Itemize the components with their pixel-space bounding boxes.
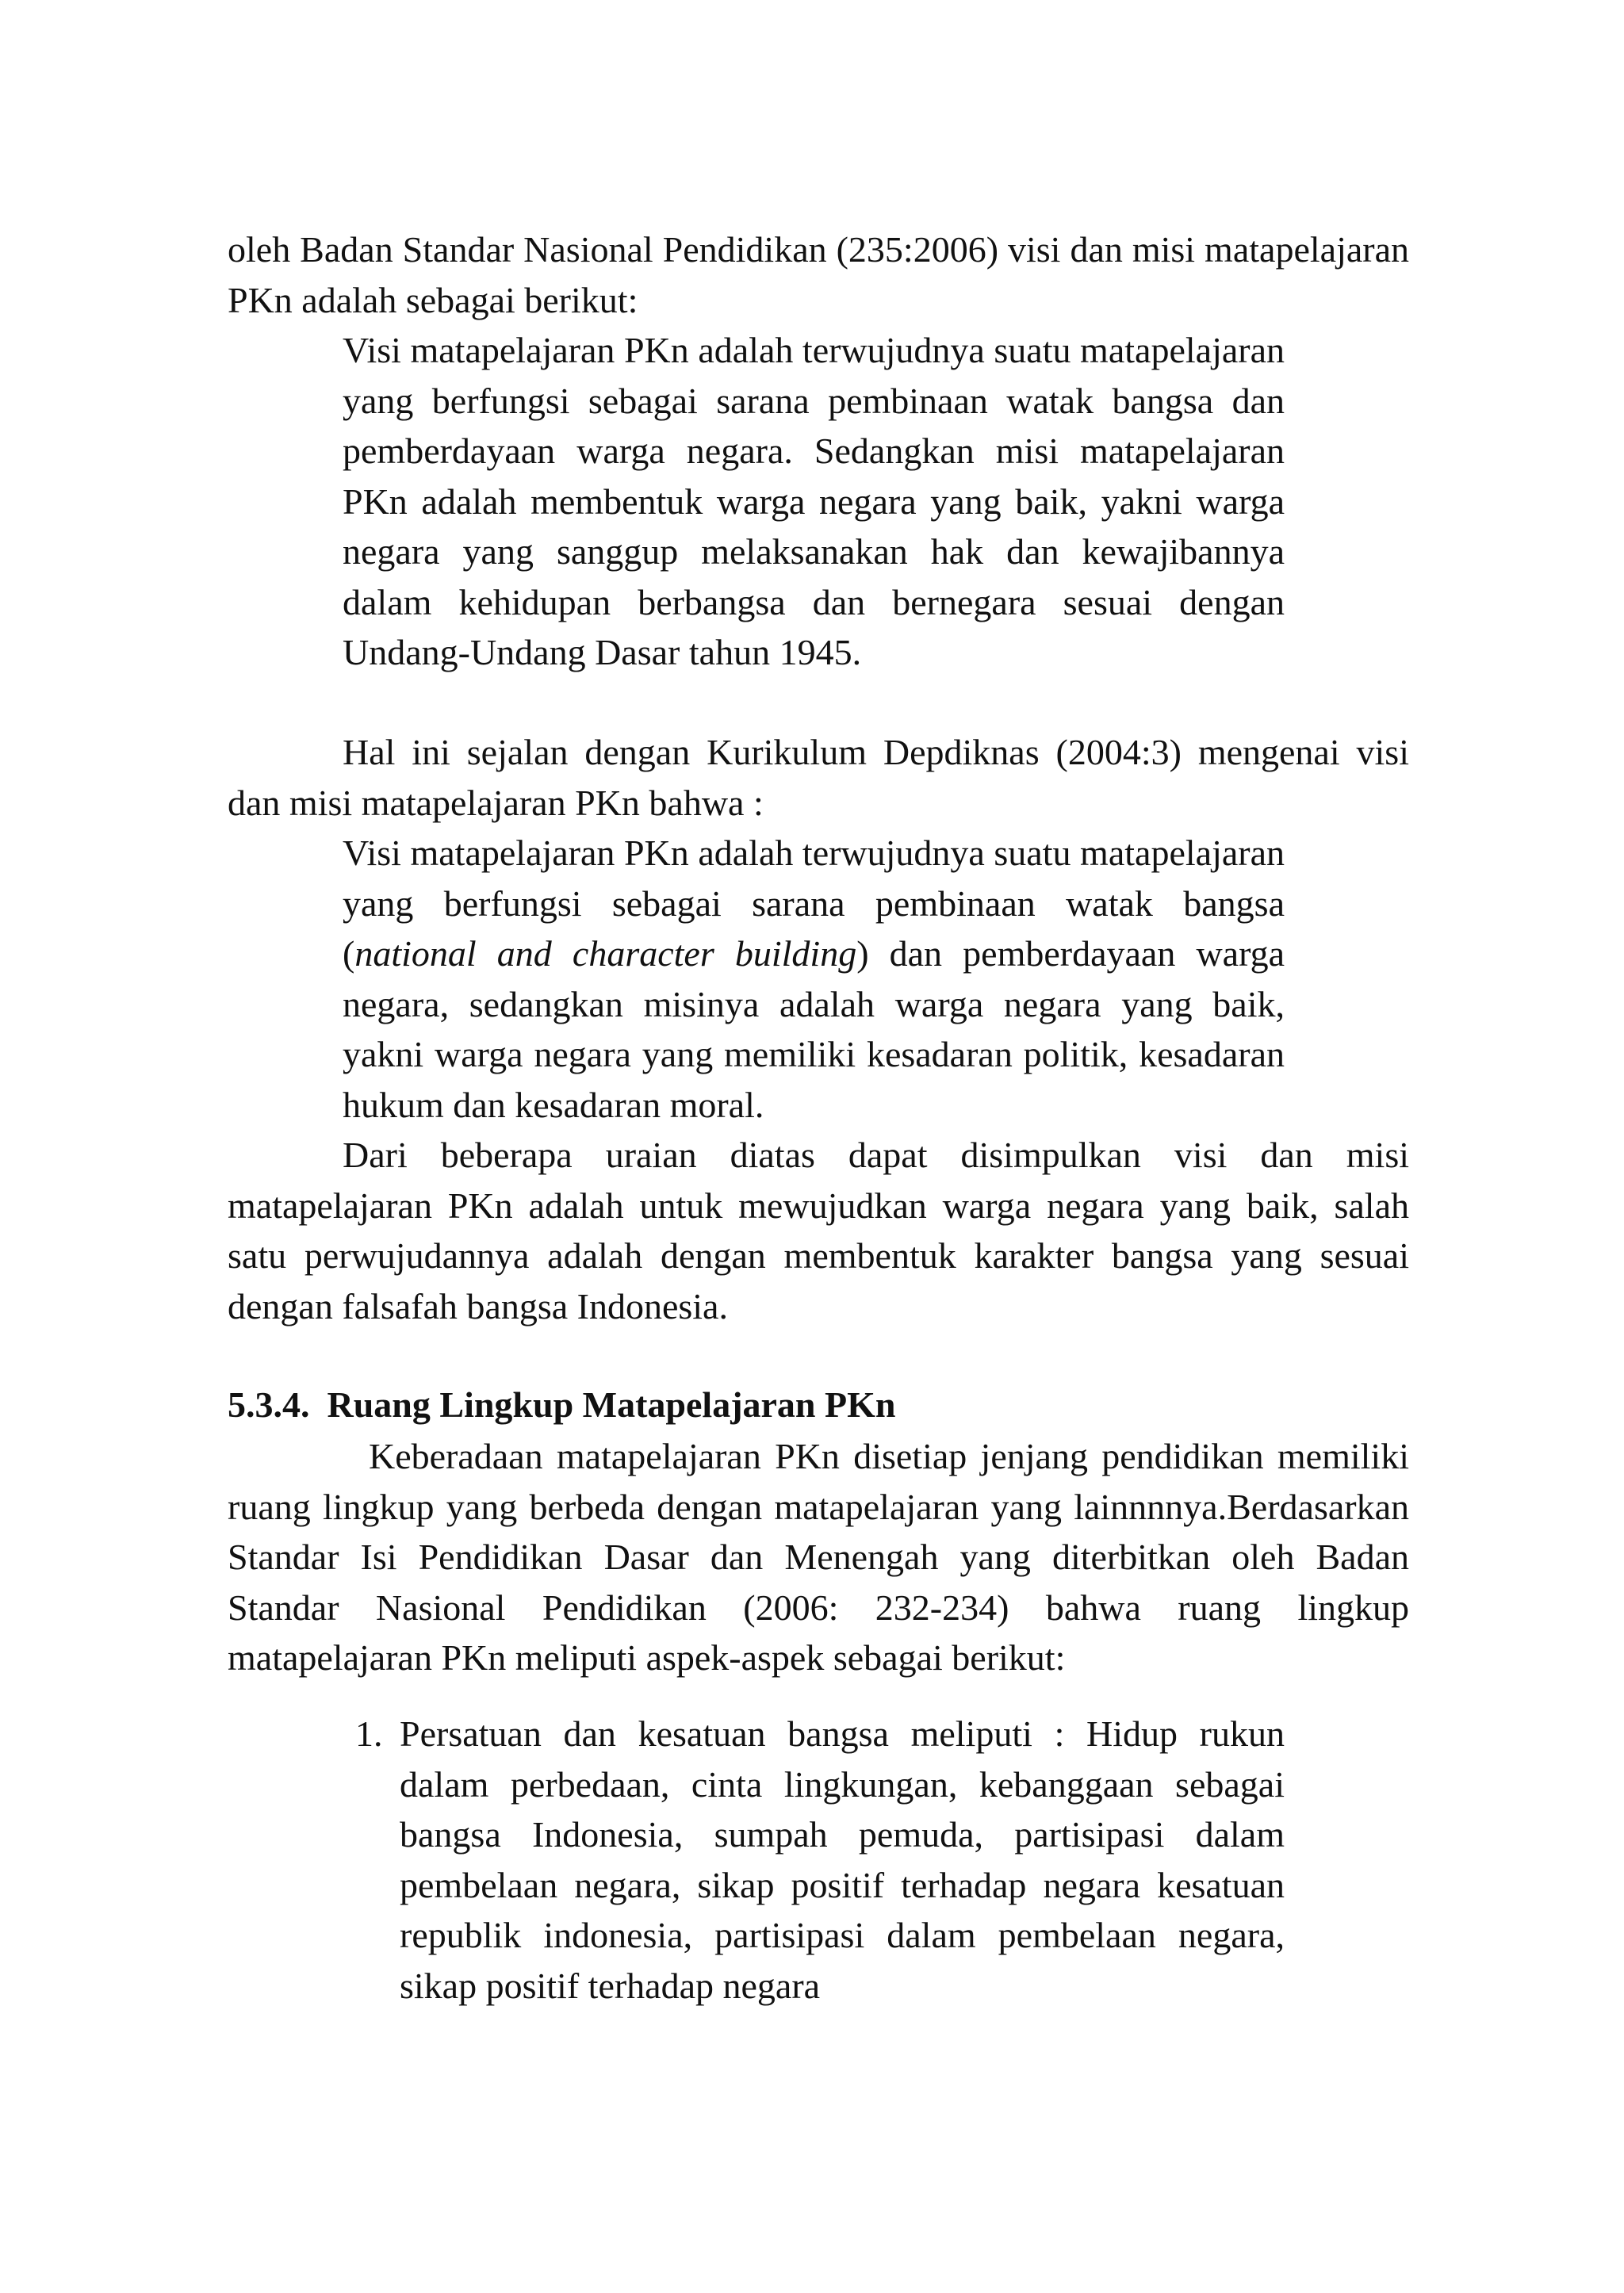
block-quote-curriculum [343, 828, 1285, 1130]
section-number: 5.3.4. [228, 1384, 310, 1425]
section-heading [228, 1380, 1409, 1430]
quote-2-text-after: ) dan pemberdayaan warga negara, sedangkan misinya adalah warga negara yang baik, yakni warga negara yang memiliki kesadaran politik, kesadaran hukum dan kesadaran moral. [343, 933, 1285, 1125]
block-quote-vision-mission: Visi matapelajaran PKn adalah terwujudnya suatu matapelajaran yang berfungsi sebagai sarana pembinaan watak bangsa dan pemberdayaan warga negara. Sedangkan misi matapelajaran PKn adalah membentuk warga negara yang baik, yakni warga negara yang sanggup melaksanakan hak dan kewajibannya dalam kehidupan berbangsa dan bernegara sesuai dengan Undang-Undang Dasar tahun 1945. [343, 330, 1285, 672]
scope-paragraph: Keberadaan matapelajaran PKn disetiap jenjang pendidikan memiliki ruang lingkup yang berbeda dengan matapelajaran yang lainnnnya.Berdasarkan Standar Isi Pendidikan Dasar dan Menengah yang diterbitkan oleh Badan Standar Nasional Pendidikan (2006: 232-234) bahwa ruang lingkup matapelajaran PKn meliputi aspek-aspek sebagai berikut: [228, 1436, 1409, 1678]
list-marker: 1. [355, 1713, 383, 1754]
conclusion-paragraph: Dari beberapa uraian diatas dapat disimpulkan visi dan misi matapelajaran PKn adalah untuk mewujudkan warga negara yang baik, salah satu perwujudannya adalah dengan membentuk karakter bangsa yang sesuai dengan falsafah bangsa Indonesia. [228, 1135, 1409, 1326]
intro-paragraph: oleh Badan Standar Nasional Pendidikan (235:2006) visi dan misi matapelajaran PKn adalah sebagai berikut: [228, 229, 1409, 320]
quote-2-text-before: Visi matapelajaran PKn adalah terwujudnya suatu matapelajaran yang berfungsi sebagai sarana pembinaan watak bangsa ( [343, 833, 1285, 974]
section-title: Ruang Lingkup Matapelajaran PKn [327, 1384, 896, 1425]
list-item-text: Persatuan dan kesatuan bangsa meliputi : Hidup rukun dalam perbedaan, cinta lingkungan, kebanggaan sebagai bangsa Indonesia, sumpah pemuda, partisipasi dalam pembelaan negara, sikap positif terhadap negara kesatuan republik indonesia, partisipasi dalam pembelaan negara, sikap positif terhadap negara [400, 1713, 1285, 2006]
list-item [355, 1709, 1285, 2011]
curriculum-paragraph: Hal ini sejalan dengan Kurikulum Depdiknas (2004:3) mengenai visi dan misi matapelajaran PKn bahwa : [228, 732, 1409, 823]
quote-2-italic-term: national and character building [354, 933, 857, 974]
